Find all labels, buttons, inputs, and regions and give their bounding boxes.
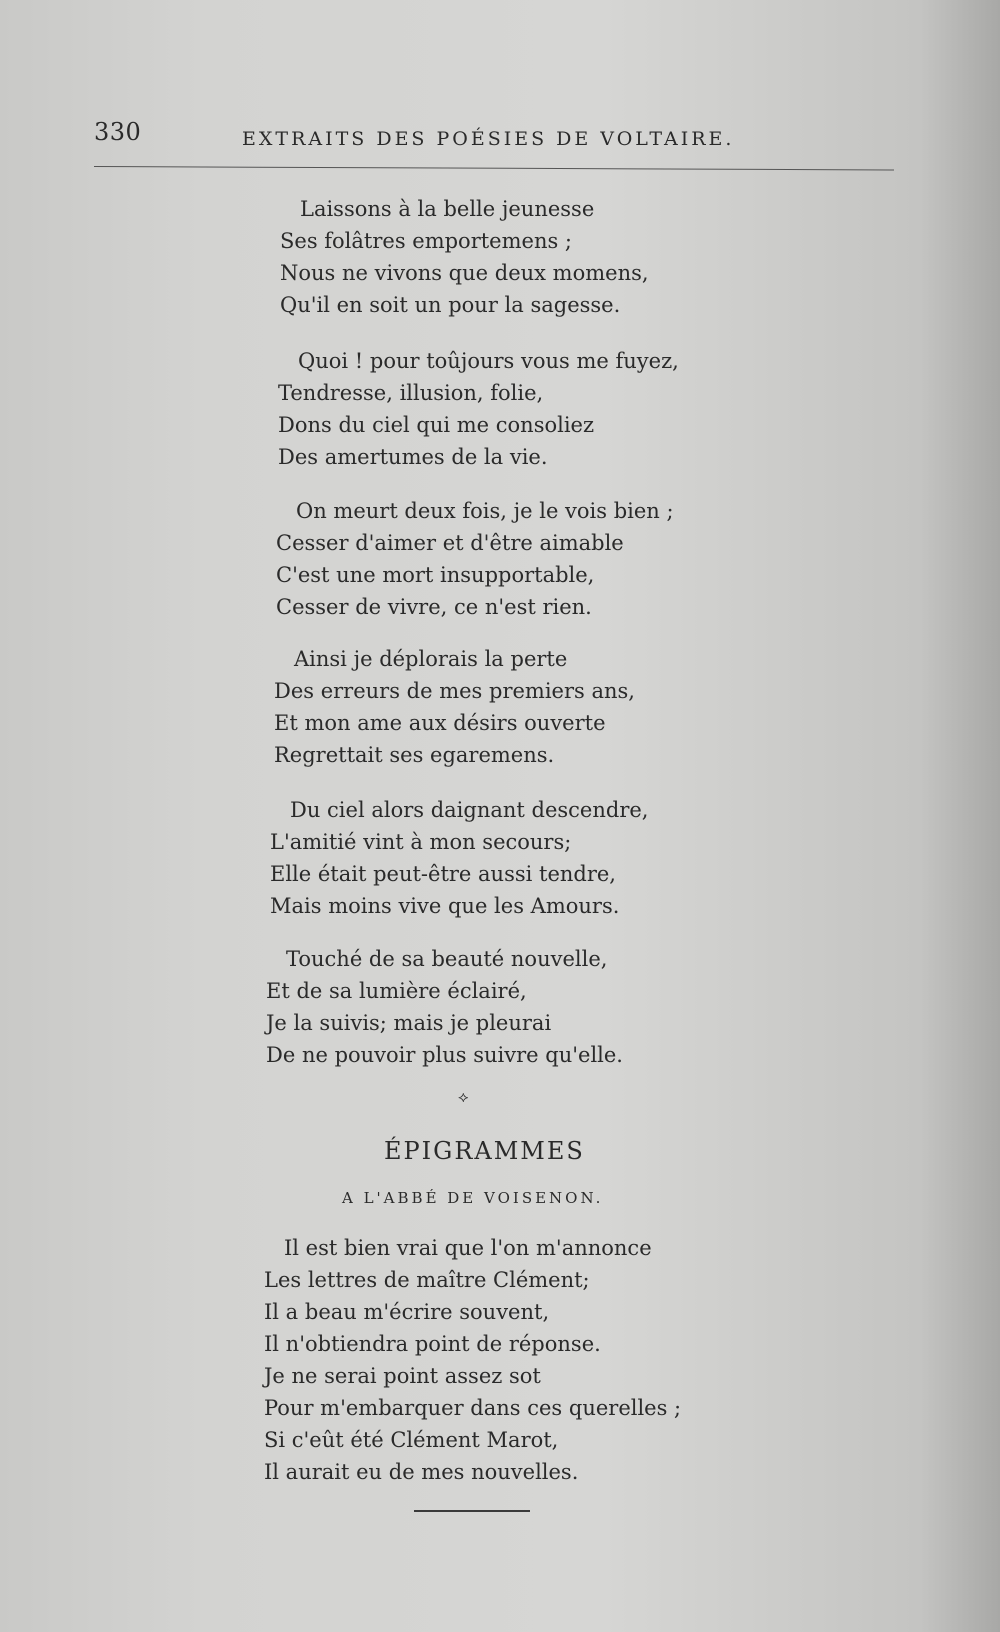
running-title: EXTRAITS DES POÉSIES DE VOLTAIRE. xyxy=(242,128,735,150)
end-rule xyxy=(414,1510,530,1512)
stanza-2 xyxy=(278,345,679,473)
section-subtitle: A L'ABBÉ DE VOISENON. xyxy=(342,1189,604,1207)
verse-line: C'est une mort insupportable, xyxy=(276,563,595,587)
verse-line: Du ciel alors daignant descendre, xyxy=(290,798,649,822)
stanza-3 xyxy=(276,495,674,623)
stanza-6 xyxy=(266,943,623,1071)
verse-line: Il a beau m'écrire souvent, xyxy=(264,1300,550,1324)
verse-line: De ne pouvoir plus suivre qu'elle. xyxy=(266,1043,623,1067)
verse-line: Je la suivis; mais je pleurai xyxy=(266,1011,552,1035)
verse-line: Ainsi je déplorais la perte xyxy=(294,647,568,671)
verse-line: Nous ne vivons que deux momens, xyxy=(280,261,649,285)
header-rule xyxy=(94,166,894,170)
verse-line: Et de sa lumière éclairé, xyxy=(266,979,527,1003)
verse-line: Si c'eût été Clément Marot, xyxy=(264,1428,559,1452)
verse-line: Dons du ciel qui me consoliez xyxy=(278,413,595,437)
stanza-4 xyxy=(274,643,635,771)
verse-line: Touché de sa beauté nouvelle, xyxy=(286,947,608,971)
verse-line: Il n'obtiendra point de réponse. xyxy=(264,1332,601,1356)
stanza-1 xyxy=(280,193,649,321)
verse-line: L'amitié vint à mon secours; xyxy=(270,830,572,854)
verse-line: Et mon ame aux désirs ouverte xyxy=(274,711,606,735)
verse-line: Tendresse, illusion, folie, xyxy=(278,381,544,405)
verse-line: Les lettres de maître Clément; xyxy=(264,1268,590,1292)
verse-line: Il aurait eu de mes nouvelles. xyxy=(264,1460,579,1484)
verse-line: Elle était peut-être aussi tendre, xyxy=(270,862,616,886)
verse-line: Regrettait ses egaremens. xyxy=(274,743,555,767)
verse-line: Laissons à la belle jeunesse xyxy=(300,197,595,221)
verse-line: Cesser d'aimer et d'être aimable xyxy=(276,531,624,555)
section-title: ÉPIGRAMMES xyxy=(384,1137,585,1165)
verse-line: Des amertumes de la vie. xyxy=(278,445,548,469)
stanza-5 xyxy=(270,794,648,922)
page-number: 330 xyxy=(94,118,142,146)
ornament-icon: ⟡ xyxy=(458,1087,469,1106)
verse-line: On meurt deux fois, je le vois bien ; xyxy=(296,499,674,523)
verse-line: Qu'il en soit un pour la sagesse. xyxy=(280,293,621,317)
epigram xyxy=(264,1232,681,1488)
verse-line: Quoi ! pour toûjours vous me fuyez, xyxy=(298,349,679,373)
verse-line: Pour m'embarquer dans ces querelles ; xyxy=(264,1396,682,1420)
verse-line: Mais moins vive que les Amours. xyxy=(270,894,620,918)
verse-line: Il est bien vrai que l'on m'annonce xyxy=(284,1236,652,1260)
verse-line: Je ne serai point assez sot xyxy=(264,1364,541,1388)
verse-line: Ses folâtres emportemens ; xyxy=(280,229,573,253)
verse-line: Cesser de vivre, ce n'est rien. xyxy=(276,595,592,619)
verse-line: Des erreurs de mes premiers ans, xyxy=(274,679,635,703)
